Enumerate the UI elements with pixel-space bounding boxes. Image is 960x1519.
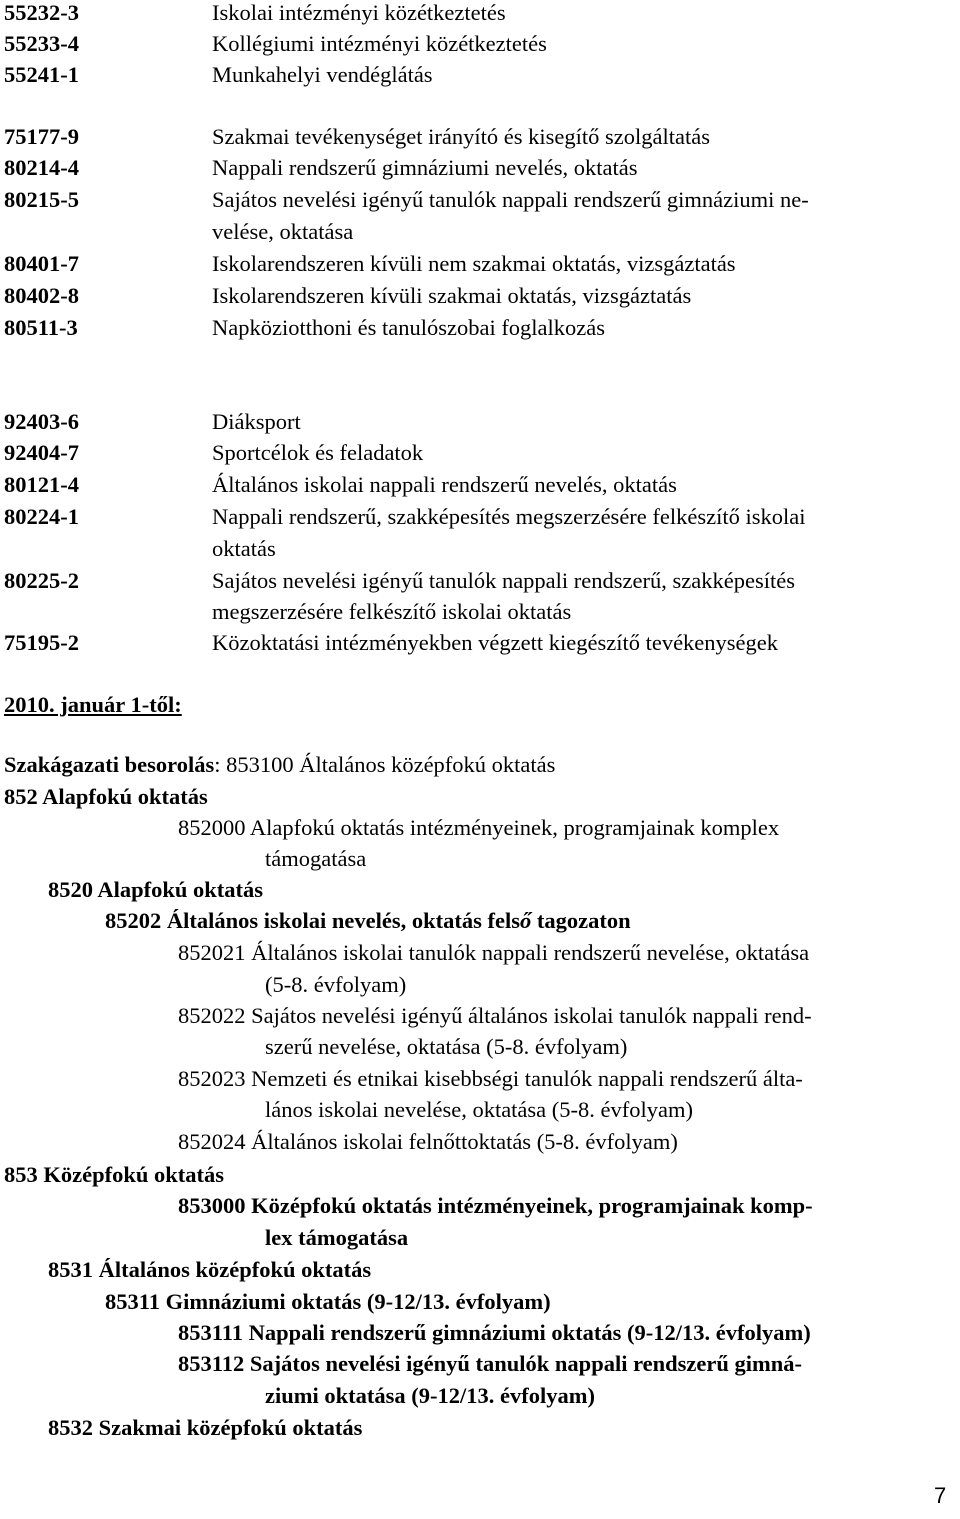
class-853111: 853111 Nappali rendszerű gimnáziumi oktatás (9-12/13. évfolyam) <box>178 1320 811 1345</box>
code: 80215-5 <box>4 187 79 212</box>
description: Nappali rendszerű gimnáziumi nevelés, oktatás <box>212 155 638 180</box>
class-853000: 853000 Középfokú oktatás intézményeinek, programjainak komp- <box>178 1193 813 1218</box>
description: Általános iskolai nappali rendszerű nevelés, oktatás <box>212 472 677 497</box>
description: oktatás <box>212 536 276 561</box>
description: Iskolai intézményi közétkeztetés <box>212 0 506 25</box>
code: 80121-4 <box>4 472 79 497</box>
code: 80214-4 <box>4 155 79 180</box>
class-852021-cont: (5-8. évfolyam) <box>265 972 407 997</box>
description: Közoktatási intézményekben végzett kiegészítő tevékenységek <box>212 630 779 655</box>
class-852023: 852023 Nemzeti és etnikai kisebbségi tanulók nappali rendszerű álta- <box>178 1066 803 1091</box>
class-852000-cont: támogatása <box>265 846 367 871</box>
class-8520: 8520 Alapfokú oktatás <box>48 877 264 902</box>
code: 55233-4 <box>4 31 79 56</box>
description: Sportcélok és feladatok <box>212 440 424 465</box>
class-85202-text-end: tagozaton <box>531 908 631 933</box>
class-852021: 852021 Általános iskolai tanulók nappali rendszerű nevelése, oktatása <box>178 940 810 965</box>
sector-value: : 853100 Általános középfokú oktatás <box>214 752 556 777</box>
class-852022: 852022 Sajátos nevelési igényű általános iskolai tanulók nappali rend- <box>178 1003 812 1028</box>
class-852: 852 Alapfokú oktatás <box>4 784 208 809</box>
code: 80225-2 <box>4 568 79 593</box>
description: Munkahelyi vendéglátás <box>212 62 433 87</box>
class-8531: 8531 Általános középfokú oktatás <box>48 1257 372 1282</box>
description: Kollégiumi intézményi közétkeztetés <box>212 31 547 56</box>
class-852022-cont: szerű nevelése, oktatása (5-8. évfolyam) <box>265 1034 628 1059</box>
description: Sajátos nevelési igényű tanulók nappali rendszerű gimnáziumi ne- <box>212 187 809 212</box>
code: 92404-7 <box>4 440 79 465</box>
description: megszerzésére felkészítő iskolai oktatás <box>212 599 572 624</box>
code: 75195-2 <box>4 630 79 655</box>
class-853: 853 Középfokú oktatás <box>4 1162 225 1187</box>
class-852024: 852024 Általános iskolai felnőttoktatás (5-8. évfolyam) <box>178 1129 678 1154</box>
class-852023-cont: lános iskolai nevelése, oktatása (5-8. évfolyam) <box>265 1097 693 1122</box>
code: 55241-1 <box>4 62 79 87</box>
description: Nappali rendszerű, szakképesítés megszerzésére felkészítő iskolai <box>212 504 806 529</box>
description: Sajátos nevelési igényű tanulók nappali rendszerű, szakképesítés <box>212 568 795 593</box>
description: velése, oktatása <box>212 219 354 244</box>
code: 92403-6 <box>4 409 79 434</box>
code: 75177-9 <box>4 124 79 149</box>
class-853112-cont: ziumi oktatása (9-12/13. évfolyam) <box>265 1383 595 1408</box>
date-heading: 2010. január 1-től: <box>4 692 182 717</box>
class-85311: 85311 Gimnáziumi oktatás (9-12/13. évfolyam) <box>105 1289 551 1314</box>
code: 80224-1 <box>4 504 79 529</box>
description: Diáksport <box>212 409 301 434</box>
class-853112: 853112 Sajátos nevelési igényű tanulók nappali rendszerű gimná- <box>178 1351 803 1376</box>
class-852000: 852000 Alapfokú oktatás intézményeinek, programjainak komplex <box>178 815 780 840</box>
page-number: 7 <box>934 1483 947 1508</box>
class-85202-italic-char: ő <box>520 908 532 933</box>
class-85202 <box>105 905 631 936</box>
code: 55232-3 <box>4 0 79 25</box>
description: Szakmai tevékenységet irányító és kisegítő szolgáltatás <box>212 124 710 149</box>
description: Iskolarendszeren kívüli nem szakmai oktatás, vizsgáztatás <box>212 251 736 276</box>
sector-classification <box>4 749 555 780</box>
code: 80511-3 <box>4 315 78 340</box>
class-8532: 8532 Szakmai középfokú oktatás <box>48 1415 363 1440</box>
description: Napköziotthoni és tanulószobai foglalkozás <box>212 315 606 340</box>
sector-label: Szakágazati besorolás <box>4 752 215 777</box>
code: 80402-8 <box>4 283 79 308</box>
code: 80401-7 <box>4 251 79 276</box>
class-85202-text: 85202 Általános iskolai nevelés, oktatás fels <box>105 908 521 933</box>
class-853000-cont: lex támogatása <box>265 1225 409 1250</box>
description: Iskolarendszeren kívüli szakmai oktatás, vizsgáztatás <box>212 283 692 308</box>
